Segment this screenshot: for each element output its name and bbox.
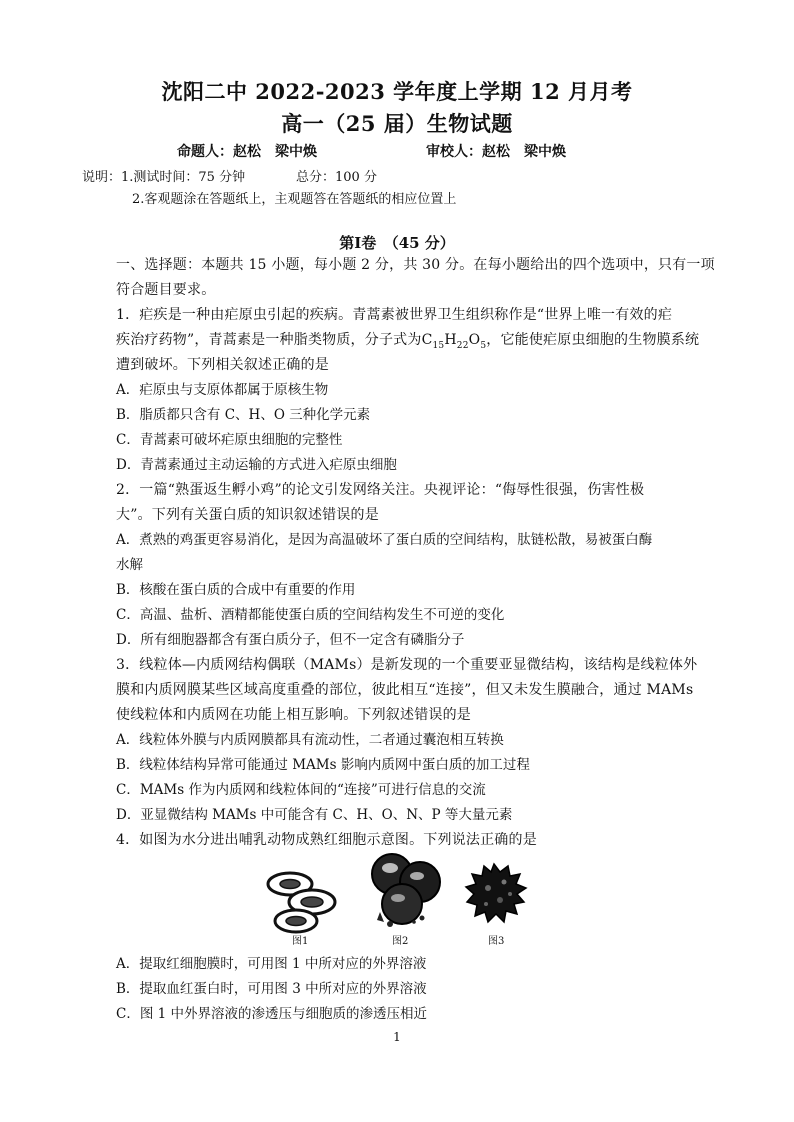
section-title: 第Ⅰ卷 （45 分）	[339, 234, 455, 252]
stem-text: 疾治疗药物”，青蒿素是一种脂类物质，分子式为	[116, 332, 422, 348]
question-stem: 4．如图为水分进出哺乳动物成熟红细胞示意图。下列说法正确的是	[116, 832, 537, 848]
option-c: C．图 1 中外界溶液的渗透压与细胞质的渗透压相近	[116, 1006, 428, 1022]
question-stem: 2．一篇“熟蛋返生孵小鸡”的论文引发网络关注。央视评论：“侮辱性很强，伤害性极	[116, 482, 645, 498]
question-stem: 1．疟疾是一种由疟原虫引起的疾病。青蒿素被世界卫生组织称作是“世界上唯一有效的疟	[116, 307, 673, 323]
option-d: D．青蒿素通过主动运输的方式进入疟原虫细胞	[116, 457, 397, 473]
crenated-cell-drawing	[466, 864, 526, 922]
instruction-line: 符合题目要求。	[116, 282, 216, 298]
question-stem: 大”。下列有关蛋白质的知识叙述错误的是	[116, 507, 379, 523]
option-a: A．煮熟的鸡蛋更容易消化，是因为高温破坏了蛋白质的空间结构，肽链松散，易被蛋白酶	[116, 532, 653, 548]
option-b: B．提取血红蛋白时，可用图 3 中所对应的外界溶液	[116, 981, 427, 997]
molecular-formula: $C_{15}H_{22}O_5$	[421, 332, 487, 351]
question-stem: 3．线粒体—内质网结构偶联（MAMs）是新发现的一个重要亚显微结构，该结构是线粒体外	[116, 657, 698, 673]
normal-cells-drawing	[268, 873, 335, 932]
swollen-cells-drawing	[372, 854, 440, 927]
exam-subtitle: 高一（25 届）生物试题	[281, 111, 513, 136]
reviewers: 审校人：赵松 梁中焕	[426, 144, 566, 160]
option-c: C．青蒿素可破坏疟原虫细胞的完整性	[116, 432, 343, 448]
stem-text: ，它能使疟原虫细胞的生物膜系统	[486, 332, 700, 348]
exam-title: 沈阳二中 2022-2023 学年度上学期 12 月月考	[161, 79, 633, 104]
option-a: A．提取红细胞膜时，可用图 1 中所对应的外界溶液	[116, 956, 427, 972]
authors: 命题人：赵松 梁中焕	[177, 144, 317, 160]
option-b: B．脂质都只含有 C、H、O 三种化学元素	[116, 407, 371, 423]
option-a-continued: 水解	[116, 557, 143, 573]
question-stem: 使线粒体和内质网在功能上相互影响。下列叙述错误的是	[116, 707, 471, 723]
note-time: 说明：1.测试时间：75 分钟	[82, 170, 246, 185]
red-blood-cell-figure	[262, 852, 544, 950]
note-answer-sheet: 2.客观题涂在答题纸上，主观题答在答题纸的相应位置上	[132, 192, 457, 207]
figure-label-1: 图1	[292, 936, 309, 947]
figure-label-3: 图3	[488, 936, 505, 947]
instruction-line: 一、选择题：本题共 15 小题，每小题 2 分，共 30 分。在每小题给出的四个选项中，只有一项	[116, 257, 715, 273]
option-d: D．所有细胞器都含有蛋白质分子，但不一定含有磷脂分子	[116, 632, 465, 648]
question-stem: 膜和内质网膜某些区域高度重叠的部位，彼此相互“连接”，但又未发生膜融合，通过 MAMs	[116, 682, 694, 698]
option-c: C．MAMs 作为内质网和线粒体间的“连接”可进行信息的交流	[116, 782, 486, 798]
question-stem: 遭到破坏。下列相关叙述正确的是	[116, 357, 329, 373]
option-b: B．线粒体结构异常可能通过 MAMs 影响内质网中蛋白质的加工过程	[116, 757, 530, 773]
option-a: A．疟原虫与支原体都属于原核生物	[116, 382, 329, 398]
option-b: B．核酸在蛋白质的合成中有重要的作用	[116, 582, 356, 598]
option-d: D．亚显微结构 MAMs 中可能含有 C、H、O、N、P 等大量元素	[116, 807, 513, 823]
note-score: 总分：100 分	[296, 170, 377, 185]
question-stem	[116, 331, 699, 355]
option-c: C．高温、盐析、酒精都能使蛋白质的空间结构发生不可逆的变化	[116, 607, 505, 623]
page-number: 1	[393, 1030, 401, 1044]
option-a: A．线粒体外膜与内质网膜都具有流动性，二者通过囊泡相互转换	[116, 732, 504, 748]
figure-label-2: 图2	[392, 936, 409, 947]
